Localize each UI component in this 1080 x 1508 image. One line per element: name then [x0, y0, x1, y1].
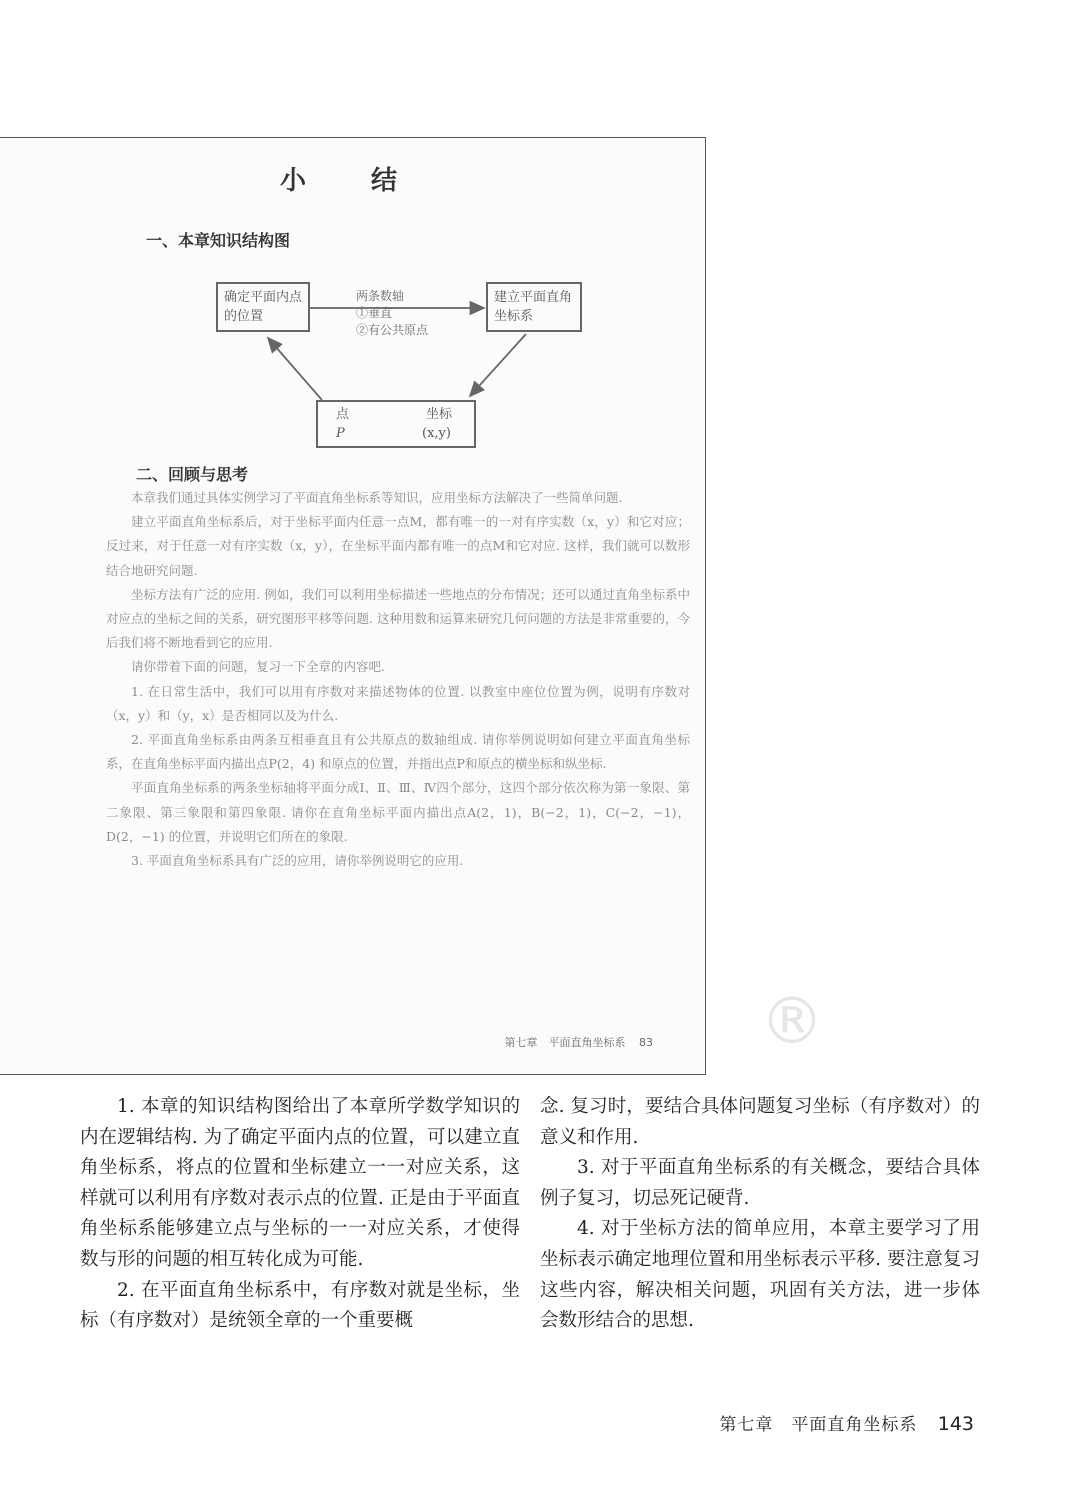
- point-symbol: P: [336, 426, 345, 441]
- review-paragraph: 建立平面直角坐标系后，对于坐标平面内任意一点M，都有唯一的一对有序实数（x，y）和它对应；反过来，对于任意一对有序实数（x，y），在坐标平面内都有唯一的点M和它对应. 这样，我们就可以数形结合地研究问题.: [106, 514, 690, 578]
- note-paragraph: 4. 对于坐标方法的简单应用，本章主要学习了用坐标表示确定地理位置和用坐标表示平移. 要注意复习这些内容，解决相关问题，巩固有关方法，进一步体会数形结合的思想.: [540, 1218, 980, 1332]
- review-paragraph: 本章我们通过具体实例学习了平面直角坐标系等知识，应用坐标方法解决了一些简单问题.: [131, 490, 623, 505]
- review-question: 2. 平面直角坐标系由两条互相垂直且有公共原点的数轴组成. 请你举例说明如何建立平面直角坐标系，在直角坐标平面内描出点P(2，4) 和原点的位置，并指出点P和原点的横坐标和纵坐标.: [106, 732, 690, 772]
- page-footer: [719, 1410, 974, 1435]
- box-point-coordinate: [316, 400, 476, 448]
- note-paragraph: 1. 本章的知识结构图给出了本章所学数学知识的内在逻辑结构. 为了确定平面内点的位置，可以建立直角坐标系，将点的位置和坐标建立一一对应关系，这样就可以利用有序数对表示点的位置. 正是由于平面直角坐标系能够建立点与坐标的一一对应关系，才使得数与形的问题的相互转化成为可能.: [80, 1096, 520, 1270]
- knowledge-structure-diagram: [0, 138, 706, 478]
- box-determine-position: 确定平面内点的位置: [216, 282, 310, 332]
- arrow-label: [356, 288, 428, 339]
- coordinate-label: 坐标: [426, 407, 453, 422]
- review-paragraph: 平面直角坐标系的两条坐标轴将平面分成Ⅰ、Ⅱ、Ⅲ、Ⅳ四个部分，这四个部分依次称为第一象限、第二象限、第三象限和第四象限. 请你在直角坐标平面内描出点A(2，1)，B(−2，1)，C(−2，−1)，D(2，−1) 的位置，并说明它们所在的象限.: [106, 780, 690, 844]
- review-paragraph: 坐标方法有广泛的应用. 例如，我们可以利用坐标描述一些地点的分布情况；还可以通过直角坐标系中对应点的坐标之间的关系，研究图形平移等问题. 这种用数和运算来研究几何问题的方法是非常重要的，今后我们将不断地看到它的应用.: [106, 586, 690, 651]
- review-text: [106, 486, 690, 873]
- arrow-down-right: [470, 334, 526, 396]
- arrow-label-line-1: 两条数轴: [356, 289, 405, 303]
- section1-heading: 一、本章知识结构图: [146, 231, 291, 250]
- review-question: 1. 在日常生活中，我们可以用有序数对来描述物体的位置. 以教室中座位位置为例，说明有序数对（x，y）和（y，x）是否相同以及为什么.: [106, 683, 690, 723]
- footer-chapter: 第七章 平面直角坐标系: [719, 1415, 918, 1435]
- page-number: 143: [937, 1413, 974, 1435]
- coordinate-symbol: (x,y): [422, 426, 451, 441]
- arrow-label-line-3: ②有公共原点: [356, 323, 429, 337]
- inset-footer: [505, 1034, 654, 1050]
- inset-title: 小 结: [279, 166, 426, 196]
- arrow-up-left: [268, 338, 322, 400]
- review-paragraph: 请你带着下面的问题，复习一下全章的内容吧.: [131, 659, 385, 675]
- point-label: 点: [336, 407, 350, 422]
- notes-left-column: [80, 1092, 520, 1337]
- review-question: 3. 平面直角坐标系具有广泛的应用，请你举例说明它的应用.: [131, 853, 464, 869]
- note-paragraph: 念. 复习时，要结合具体问题复习坐标（有序数对）的意义和作用.: [540, 1096, 980, 1148]
- inset-footer-page: 83: [639, 1036, 653, 1049]
- notes-right-column: [540, 1092, 980, 1337]
- note-paragraph: 3. 对于平面直角坐标系的有关概念，要结合具体例子复习，切忌死记硬背.: [540, 1157, 980, 1209]
- section2-heading: 二、回顾与思考: [136, 465, 249, 484]
- box-build-coordinate-system: 建立平面直角坐标系: [486, 282, 582, 332]
- arrow-label-line-2: ①垂直: [356, 306, 393, 320]
- textbook-page-image: [0, 137, 706, 1075]
- inset-footer-chapter: 第七章 平面直角坐标系: [504, 1036, 626, 1049]
- note-paragraph: 2. 在平面直角坐标系中，有序数对就是坐标，坐标（有序数对）是统领全章的一个重要概: [80, 1279, 520, 1332]
- publisher-watermark: ®: [760, 985, 824, 1059]
